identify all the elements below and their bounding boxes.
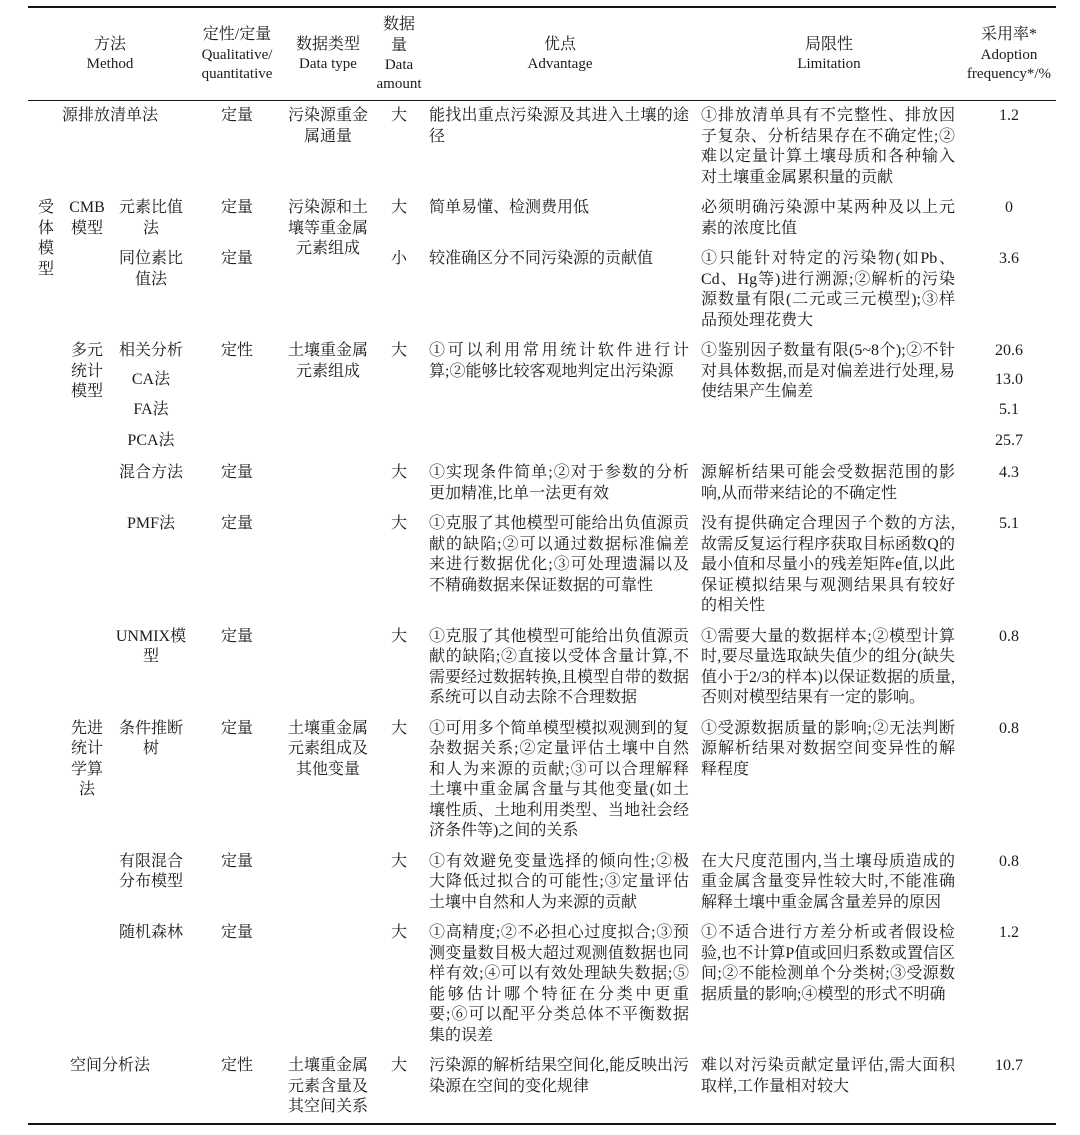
adoption-rate-cell: 4.3 xyxy=(999,464,1019,481)
limitation-cell: ①受源数据质量的影响;②无法判断源解析结果对数据空间变异性的解释程度 xyxy=(701,719,955,778)
adoption-rate-cell: 0 xyxy=(1005,199,1013,216)
qualitative-cell: 定量 xyxy=(220,199,253,216)
col-header-advantage xyxy=(424,7,696,101)
data-type-cell xyxy=(282,847,374,919)
method-cell: PCA法 xyxy=(127,431,175,449)
method-cell: 随机森林 xyxy=(118,924,183,941)
data-type-cell: 污染源和土壤等重金属元素组成 xyxy=(287,199,368,257)
adoption-rate-cell: 20.6 xyxy=(995,342,1023,359)
adoption-rate-cell: 0.8 xyxy=(999,627,1019,645)
limitation-cell: ①排放清单具有不完整性、排放因子复杂、分析结果存在不确定性;②难以定量计算土壤母质和各种输入对土壤重金属累积量的贡献 xyxy=(701,107,955,186)
qualitative-cell: 定量 xyxy=(220,464,253,481)
group-cell-advanced-statistical-algorithms: 先进统计学算法 xyxy=(70,719,103,798)
col-header-adoption-en2: frequency*/% xyxy=(966,65,1052,82)
method-cell: 有限混合分布模型 xyxy=(118,852,183,890)
col-header-limitation xyxy=(696,7,962,101)
row-element-ratio-method xyxy=(28,193,1056,244)
row-unmix-model xyxy=(28,622,1056,714)
col-header-data-type-en: Data type xyxy=(299,56,357,73)
qualitative-cell: 定量 xyxy=(220,852,253,870)
col-header-method xyxy=(28,7,192,101)
empty-cell xyxy=(28,714,64,1052)
limitation-cell: 在大尺度范围内,当土壤母质造成的重金属含量变异性较大时,不能准确解释土壤中重金属含量差异的原因 xyxy=(701,852,955,911)
data-type-cell xyxy=(282,622,374,714)
limitation-cell: 难以对污染贡献定量评估,需大面积取样,工作量相对较大 xyxy=(701,1057,955,1095)
col-header-limitation-en: Limitation xyxy=(797,56,861,73)
data-amount-cell: 大 xyxy=(390,515,407,532)
col-header-limitation-zh: 局限性 xyxy=(804,35,853,53)
col-header-data-type-zh: 数据类型 xyxy=(295,35,360,53)
method-cell: 相关分析 xyxy=(118,342,183,359)
method-cell: FA法 xyxy=(133,401,169,418)
row-finite-mixture-distribution-model xyxy=(28,847,1056,919)
data-type-cell: 土壤重金属元素含量及其空间关系 xyxy=(287,1057,368,1115)
adoption-rate-cell: 3.6 xyxy=(999,250,1019,267)
method-cell: 空间分析法 xyxy=(69,1057,150,1074)
header-row xyxy=(28,7,1056,101)
advantage-cell: ①有效避免变量选择的倾向性;②极大降低过拟合的可能性;③定量评估土壤中自然和人为来源的贡献 xyxy=(429,852,689,911)
data-type-cell xyxy=(282,458,374,509)
adoption-rate-cell: 10.7 xyxy=(995,1057,1023,1074)
col-header-qualitative xyxy=(192,7,282,101)
advantage-cell: ①实现条件简单;②对于参数的分析更加精准,比单一法更有效 xyxy=(429,464,689,502)
data-amount-cell: 大 xyxy=(390,627,407,645)
row-conditional-inference-tree xyxy=(28,714,1056,847)
advantage-cell: 简单易懂、检测费用低 xyxy=(429,199,590,216)
adoption-rate-cell: 13.0 xyxy=(995,370,1023,388)
col-header-data-type xyxy=(282,7,374,101)
qualitative-cell: 定量 xyxy=(220,250,253,267)
adoption-rate-cell: 5.1 xyxy=(999,401,1019,418)
advantage-cell: ①可用多个简单模型模拟观测到的复杂数据关系;②定量评估土壤中自然和人为来源的贡献;③可以合理解释土壤中重金属含量与其他变量(如土壤性质、土地利用类型、当地社会经济条件等)之间的关系 xyxy=(429,719,689,839)
empty-cell xyxy=(28,336,64,714)
data-type-cell: 土壤重金属元素组成 xyxy=(287,342,368,380)
data-amount-cell: 大 xyxy=(390,107,407,124)
col-header-data-amount-en1: Data xyxy=(384,57,414,73)
data-amount-cell: 大 xyxy=(390,199,407,216)
row-pmf-method xyxy=(28,509,1056,622)
qualitative-cell: 定量 xyxy=(220,515,253,532)
qualitative-cell: 定性 xyxy=(220,1057,253,1074)
methods-comparison-table xyxy=(28,6,1056,1125)
data-amount-cell: 大 xyxy=(390,1057,407,1074)
data-amount-cell: 大 xyxy=(390,464,407,481)
qualitative-cell: 定量 xyxy=(220,719,253,737)
row-random-forest xyxy=(28,918,1056,1051)
limitation-cell: 必须明确污染源中某两种及以上元素的浓度比值 xyxy=(701,199,955,237)
adoption-rate-cell: 0.8 xyxy=(999,719,1019,737)
adoption-rate-cell: 1.2 xyxy=(999,107,1019,124)
col-header-method-zh: 方法 xyxy=(93,35,126,53)
qualitative-cell: 定量 xyxy=(220,107,253,124)
data-type-cell: 污染源重金属通量 xyxy=(287,107,368,145)
data-amount-cell: 大 xyxy=(390,719,407,737)
adoption-rate-cell: 1.2 xyxy=(999,924,1019,941)
adoption-rate-cell: 0.8 xyxy=(999,852,1019,870)
advantage-cell: ①克服了其他模型可能给出负值源贡献的缺陷;②直接以受体含量计算,不需要经过数据转换,且模型自带的数据系统可以自动去除不合理数据 xyxy=(429,627,690,706)
col-header-adoption xyxy=(962,7,1056,101)
col-header-data-amount xyxy=(374,7,424,101)
col-header-adoption-zh: 采用率* xyxy=(980,26,1037,44)
row-isotope-ratio-method xyxy=(28,244,1056,336)
limitation-cell: 源解析结果可能会受数据范围的影响,从而带来结论的不确定性 xyxy=(701,464,955,502)
method-cell: UNMIX模型 xyxy=(115,627,187,665)
data-type-cell xyxy=(282,918,374,1051)
qualitative-cell: 定量 xyxy=(220,924,253,941)
limitation-cell: 没有提供确定合理因子个数的方法,故需反复运行程序获取目标函数Q的最小值和尽量小的残差矩阵e值,以此保证模拟结果与观测结果具有较好的相关性 xyxy=(701,515,955,614)
col-header-adoption-en1: Adoption xyxy=(980,46,1038,63)
method-cell: 源排放清单法 xyxy=(61,107,158,124)
col-header-data-amount-zh: 数据量 xyxy=(382,16,415,54)
adoption-rate-cell: 5.1 xyxy=(999,515,1019,532)
data-amount-cell: 大 xyxy=(390,342,407,359)
method-cell: 混合方法 xyxy=(118,464,183,481)
group-cell-receptor-model: 受体模型 xyxy=(37,199,54,278)
method-cell: PMF法 xyxy=(126,515,176,532)
group-cell-multivariate-statistical-model: 多元统计模型 xyxy=(70,342,103,400)
advantage-cell: 较准确区分不同污染源的贡献值 xyxy=(429,250,654,267)
row-correlation-analysis xyxy=(28,336,1056,367)
col-header-advantage-en: Advantage xyxy=(527,56,593,73)
advantage-cell: 污染源的解析结果空间化,能反映出污染源在空间的变化规律 xyxy=(429,1057,690,1095)
row-source-emission-inventory xyxy=(28,101,1056,194)
limitation-cell: ①鉴别因子数量有限(5~8个);②不针对具体数据,而是对偏差进行处理,易使结果产生偏差 xyxy=(701,342,955,400)
row-spatial-analysis-method xyxy=(28,1051,1056,1124)
data-amount-cell: 小 xyxy=(390,250,407,267)
data-amount-cell: 大 xyxy=(390,852,407,870)
method-cell: 同位素比值法 xyxy=(118,250,183,288)
limitation-cell: ①只能针对特定的污染物(如Pb、Cd、Hg等)进行溯源;②解析的污染源数量有限(二元或三元模型);③样品预处理花费大 xyxy=(701,250,955,329)
col-header-advantage-zh: 优点 xyxy=(543,35,576,53)
data-type-cell xyxy=(282,509,374,622)
col-header-qualitative-en2: quantitative xyxy=(201,65,273,82)
advantage-cell: 能找出重点污染源及其进入土壤的途径 xyxy=(429,107,689,145)
adoption-rate-cell: 25.7 xyxy=(995,431,1023,449)
method-cell: 元素比值法 xyxy=(118,199,183,237)
advantage-cell: ①克服了其他模型可能给出负值源贡献的缺陷;②可以通过数据标准偏差来进行数据优化;③可处理遗漏以及不精确数据来保证数据的可靠性 xyxy=(429,515,689,594)
row-mixed-method xyxy=(28,458,1056,509)
data-amount-cell: 大 xyxy=(390,924,407,941)
qualitative-cell: 定性 xyxy=(220,342,253,359)
method-cell: 条件推断树 xyxy=(118,719,183,757)
advantage-cell: ①可以利用常用统计软件进行计算;②能够比较客观地判定出污染源 xyxy=(429,342,689,380)
limitation-cell: ①不适合进行方差分析或者假设检验,也不计算P值或回归系数或置信区间;②不能检测单个分类树;③受源数据质量的影响;④模型的形式不明确 xyxy=(701,924,955,1003)
qualitative-cell: 定量 xyxy=(220,627,253,645)
data-type-cell: 土壤重金属元素组成及其他变量 xyxy=(287,719,368,778)
col-header-method-en: Method xyxy=(86,56,134,73)
method-cell: CA法 xyxy=(131,370,171,388)
advantage-cell: ①高精度;②不必担心过度拟合;③预测变量数目极大超过观测值数据也同样有效;④可以有效处理缺失数据;⑤能够估计哪个特征在分类中更重要;⑥可以配平分类总体不平衡数据集的误差 xyxy=(429,924,689,1044)
col-header-data-amount-en2: amount xyxy=(376,76,422,92)
group-cell-cmb-model: CMB模型 xyxy=(69,199,105,237)
col-header-qualitative-zh: 定性/定量 xyxy=(202,26,272,44)
limitation-cell: ①需要大量的数据样本;②模型计算时,要尽量选取缺失值少的组分(缺失值小于2/3的样本)以保证数据的质量,否则对模型结果有一定的影响。 xyxy=(701,627,955,706)
col-header-qualitative-en1: Qualitative/ xyxy=(201,46,273,63)
